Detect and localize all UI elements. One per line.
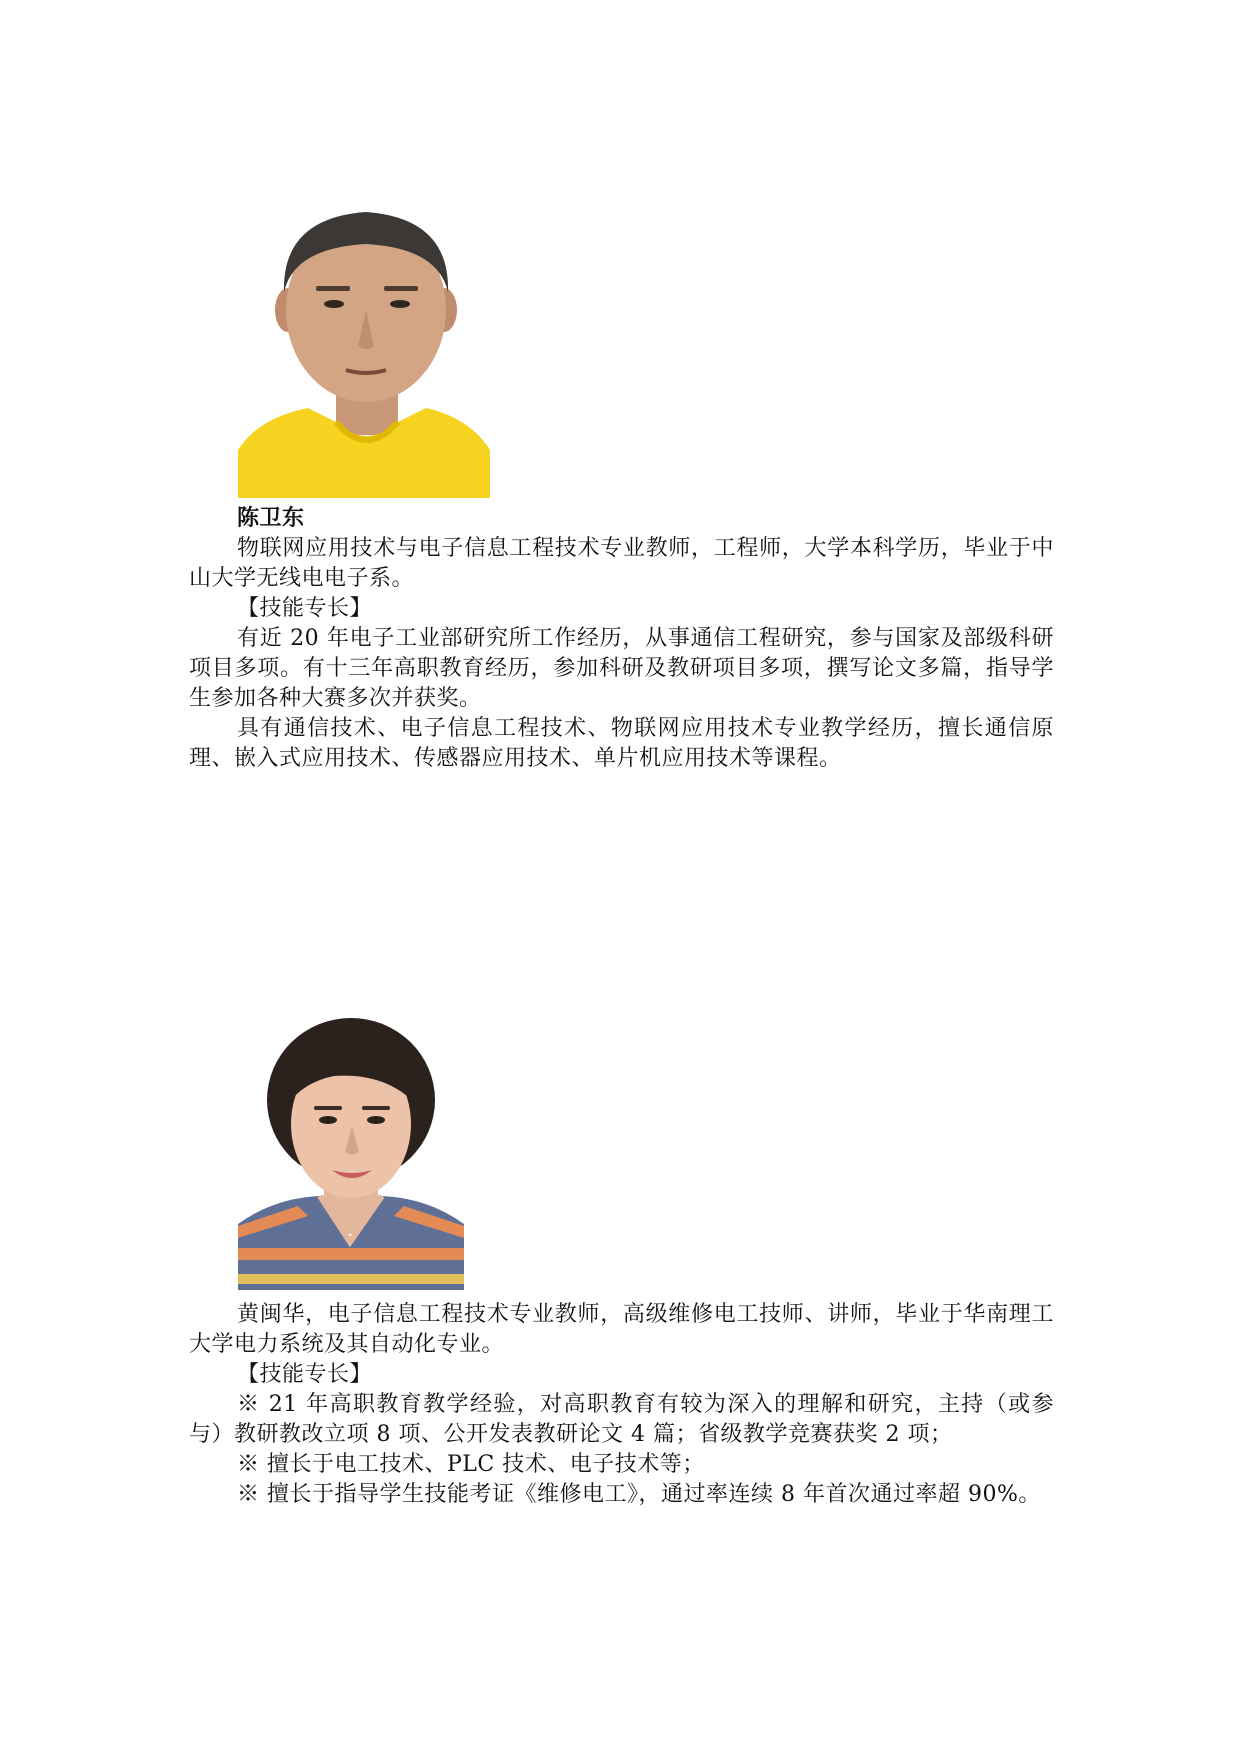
teacher-name: 陈卫东 <box>237 506 305 531</box>
profile-text-1 <box>189 504 1054 774</box>
bio-paragraph: ※ 21 年高职教育教学经验，对高职教育有较为深入的理解和研究，主持（或参与）教研教改立项 8 项、公开发表教研论文 4 篇；省级教学竞赛获奖 2 项； <box>189 1392 1054 1447</box>
portrait-man-icon <box>238 200 490 498</box>
bio-paragraph: 具有通信技术、电子信息工程技术、物联网应用技术专业教学经历，擅长通信原理、嵌入式应用技术、传感器应用技术、单片机应用技术等课程。 <box>189 716 1054 771</box>
portrait-photo-1 <box>238 200 490 498</box>
portrait-woman-icon <box>238 1012 464 1290</box>
profile-text-2 <box>189 1300 1054 1510</box>
bio-paragraph: 有近 20 年电子工业部研究所工作经历，从事通信工程研究，参与国家及部级科研项目多项。有十三年高职教育经历，参加科研及教研项目多项，撰写论文多篇，指导学生参加各种大赛多次并获奖。 <box>189 626 1054 711</box>
section-heading-skills: 【技能专长】 <box>237 596 373 621</box>
section-heading-skills: 【技能专长】 <box>237 1362 373 1387</box>
bio-paragraph: ※ 擅长于指导学生技能考证《维修电工》，通过率连续 8 年首次通过率超 90%。 <box>237 1482 1041 1507</box>
portrait-photo-2 <box>238 1012 464 1290</box>
bio-paragraph: 物联网应用技术与电子信息工程技术专业教师，工程师，大学本科学历，毕业于中山大学无线电电子系。 <box>189 536 1054 591</box>
bio-paragraph: ※ 擅长于电工技术、PLC 技术、电子技术等； <box>237 1452 705 1477</box>
bio-paragraph: 黄闽华，电子信息工程技术专业教师，高级维修电工技师、讲师，毕业于华南理工大学电力系统及其自动化专业。 <box>189 1302 1054 1357</box>
